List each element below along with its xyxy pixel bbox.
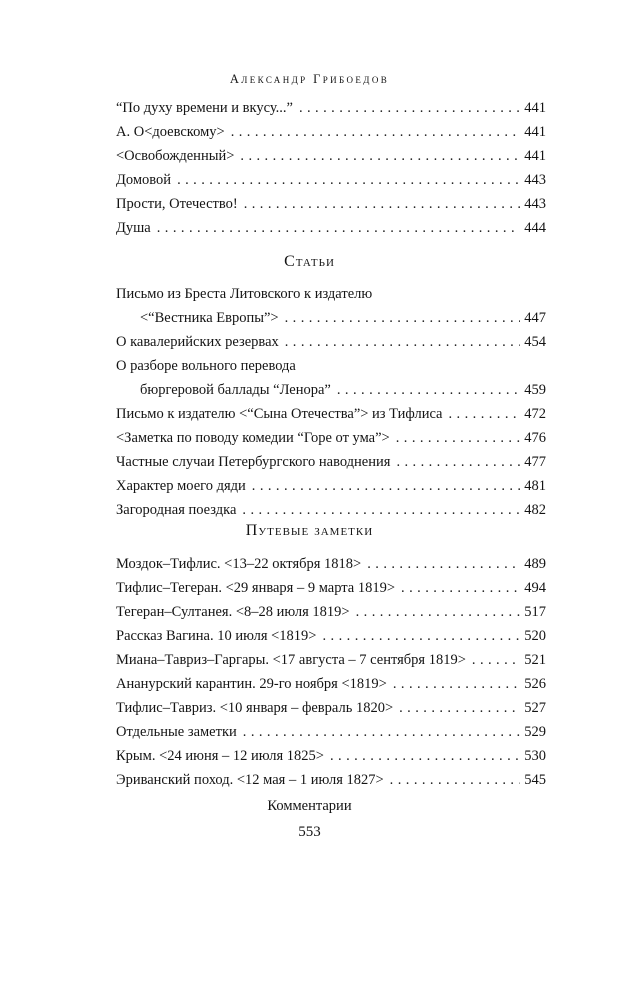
toc-entry-page: 520 <box>524 628 546 644</box>
dot-leader <box>157 216 520 240</box>
toc-entry[interactable] <box>116 120 546 144</box>
toc-entry-page: 481 <box>524 478 546 494</box>
toc-entry[interactable] <box>116 96 546 120</box>
toc-articles <box>116 282 546 522</box>
toc-entry-title: Миана–Тавриз–Гаргары. <17 августа – 7 сентября 1819> <box>116 652 466 668</box>
toc-entry-page: 494 <box>524 580 546 596</box>
toc-entry[interactable] <box>116 192 546 216</box>
toc-entry-title: Письмо из Бреста Литовского к издателю <box>116 286 373 302</box>
dot-leader <box>177 168 520 192</box>
dot-leader <box>330 744 520 768</box>
toc-entry-page: 443 <box>524 196 546 212</box>
dot-leader <box>244 192 520 216</box>
toc-entry-page: 489 <box>524 556 546 572</box>
toc-entry-title: Частные случаи Петербургского наводнения <box>116 454 391 470</box>
toc-entry[interactable] <box>116 648 546 672</box>
running-head: Александр Грибоедов <box>229 72 390 86</box>
toc-entry-page: 529 <box>524 724 546 740</box>
dot-leader <box>399 696 520 720</box>
toc-entry[interactable] <box>116 216 546 240</box>
toc-entry-title: Прости, Отечество! <box>116 196 238 212</box>
dot-leader <box>390 768 520 792</box>
toc-entry[interactable] <box>116 720 546 744</box>
toc-entry[interactable] <box>116 624 546 648</box>
toc-entry-page: 545 <box>524 772 546 788</box>
toc-entry-page: 476 <box>524 430 546 446</box>
toc-entry-title: Тегеран–Султанея. <8–28 июля 1819> <box>116 604 350 620</box>
toc-entry[interactable] <box>116 696 546 720</box>
dot-leader <box>401 576 520 600</box>
page-number: 553 <box>298 824 321 840</box>
toc-entry[interactable] <box>116 144 546 168</box>
toc-entry-page: 454 <box>524 334 546 350</box>
toc-entry-title: Письмо к издателю <“Сына Отечества”> из Тифлиса <box>116 406 443 422</box>
toc-entry-page: 477 <box>524 454 546 470</box>
dot-leader <box>242 498 520 522</box>
toc-entry[interactable] <box>116 474 546 498</box>
toc-entry-title: Ананурский карантин. 29-го ноября <1819> <box>116 676 387 692</box>
toc-entry[interactable] <box>116 552 546 576</box>
toc-entry[interactable] <box>116 768 546 792</box>
toc-entry-page: 530 <box>524 748 546 764</box>
toc-entry[interactable] <box>116 744 546 768</box>
toc-entry-page: 472 <box>524 406 546 422</box>
toc-entry-title: Загородная поездка <box>116 502 237 518</box>
toc-entry-page: 526 <box>524 676 546 692</box>
dot-leader <box>396 426 520 450</box>
toc-poems <box>116 96 546 240</box>
toc-entry-title: Крым. <24 июня – 12 июля 1825> <box>116 748 324 764</box>
dot-leader <box>243 720 520 744</box>
toc-entry-page: 517 <box>524 604 546 620</box>
dot-leader <box>299 96 520 120</box>
toc-entry-page: 521 <box>524 652 546 668</box>
toc-entry[interactable] <box>116 168 546 192</box>
dot-leader <box>472 648 520 672</box>
toc-entry[interactable] <box>116 402 546 426</box>
toc-entry-title: “По духу времени и вкусу...” <box>116 100 293 116</box>
dot-leader <box>337 378 520 402</box>
toc-entry-title: Тифлис–Тавриз. <10 января – февраль 1820> <box>116 700 394 716</box>
toc-entry-page: 443 <box>524 172 546 188</box>
dot-leader <box>449 402 521 426</box>
toc-entry-title-cont: бюргеровой баллады “Ленора” <box>140 382 331 398</box>
toc-entry[interactable] <box>116 498 546 522</box>
dot-leader <box>231 120 520 144</box>
toc-entry[interactable] <box>116 426 546 450</box>
toc-entry-title: Эриванский поход. <12 мая – 1 июля 1827> <box>116 772 384 788</box>
dot-leader <box>285 330 520 354</box>
toc-entry-title: Рассказ Вагина. 10 июля <1819> <box>116 628 317 644</box>
toc-entry[interactable] <box>116 354 546 402</box>
toc-entry-title: <Освобожденный> <box>116 148 235 164</box>
toc-entry[interactable] <box>116 282 546 330</box>
toc-entry-title: Тифлис–Тегеран. <29 января – 9 марта 1819> <box>116 580 396 596</box>
dot-leader <box>396 450 520 474</box>
toc-entry-title: Домовой <box>116 172 172 188</box>
toc-entry-title: Отдельные заметки <box>116 724 237 740</box>
toc-entry-page: 444 <box>524 220 546 236</box>
toc-entry-page: 441 <box>524 148 546 164</box>
toc-entry-title: О разборе вольного перевода <box>116 358 296 374</box>
dot-leader <box>367 552 520 576</box>
toc-entry-title: Моздок–Тифлис. <13–22 октября 1818> <box>116 556 362 572</box>
dot-leader <box>393 672 520 696</box>
toc-entry-title: А. О<доевскому> <box>116 124 225 140</box>
section-heading-travel-notes: Путевые заметки <box>245 522 374 539</box>
dot-leader <box>252 474 520 498</box>
dot-leader <box>240 144 520 168</box>
toc-entry-title: <Заметка по поводу комедии “Горе от ума”> <box>116 430 390 446</box>
toc-entry-page: 441 <box>524 124 546 140</box>
toc-entry-title: Характер моего дяди <box>116 478 246 494</box>
toc-entry[interactable] <box>116 600 546 624</box>
comments-title[interactable]: Комментарии <box>267 798 352 814</box>
toc-entry-title-cont: <“Вестника Европы”> <box>140 310 279 326</box>
toc-entry[interactable] <box>116 672 546 696</box>
section-heading-articles: Статьи <box>284 253 335 270</box>
dot-leader <box>356 600 520 624</box>
dot-leader <box>323 624 521 648</box>
toc-entry-page: 482 <box>524 502 546 518</box>
toc-entry-title: О кавалерийских резервах <box>116 334 279 350</box>
toc-entry-title: Душа <box>116 220 151 236</box>
toc-entry-page: 447 <box>524 310 546 326</box>
dot-leader <box>285 306 520 330</box>
toc-entry[interactable] <box>116 576 546 600</box>
toc-entry-page: 441 <box>524 100 546 116</box>
toc-travel-notes <box>116 552 546 792</box>
toc-entry-page: 459 <box>524 382 546 398</box>
toc-entry-page: 527 <box>524 700 546 716</box>
toc-entry[interactable] <box>116 330 546 354</box>
toc-entry[interactable] <box>116 450 546 474</box>
